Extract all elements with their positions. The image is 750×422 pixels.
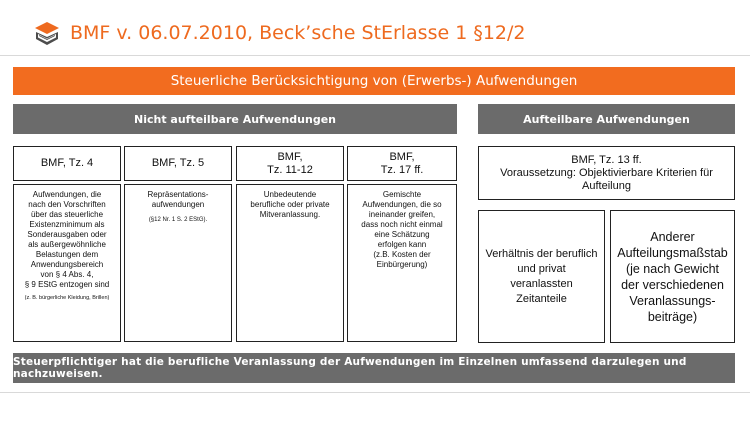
- desc-box-17: [347, 184, 457, 342]
- desc-line: (z.B. Kosten der: [373, 250, 431, 259]
- tz-line: Tz. 17 ff.: [380, 163, 424, 176]
- tz-box-17: [347, 146, 457, 181]
- desc-line: ineinander greifen,: [368, 210, 436, 219]
- tz-line: BMF, Tz. 5: [151, 157, 205, 169]
- desc-box-11-12: [236, 184, 344, 342]
- tz-box-11-12: [236, 146, 344, 181]
- tz-line: Tz. 11-12: [267, 163, 313, 176]
- desc-line: Einbürgerung): [376, 260, 428, 269]
- box-line: (je nach Gewicht: [625, 261, 720, 276]
- desc-line: Unbedeutende: [263, 190, 317, 199]
- desc-line: Anwendungsbereich: [30, 260, 104, 269]
- desc-line: Gemischte: [382, 190, 422, 199]
- time-share-box: [478, 210, 605, 343]
- desc-line: aufwendungen: [151, 200, 205, 209]
- footer-statement: Steuerpflichtiger hat die berufliche Veranlassung der Aufwendungen im Einzelnen umfassend darzulegen und nachzuweisen.: [13, 353, 735, 383]
- box-line: veranlassten: [510, 277, 573, 290]
- desc-line: Aufwendungen, die so: [362, 200, 442, 209]
- desc-line: über das steuerliche: [30, 210, 104, 219]
- box-line: beiträge): [647, 309, 698, 324]
- page-title: BMF v. 06.07.2010, Beck’sche StErlasse 1 §12/2: [70, 22, 526, 44]
- desc-line: eine Schätzung: [374, 230, 430, 239]
- desc-note: (z. B. bürgerliche Kleidung, Brillen): [24, 295, 110, 301]
- desc-line: Mitveranlassung.: [259, 210, 321, 219]
- tz-box-5: [124, 146, 232, 181]
- tz-line: BMF, Tz. 13 ff.: [571, 153, 642, 166]
- desc-line: Belastungen dem: [35, 250, 99, 259]
- non-divisible-heading: Nicht aufteilbare Aufwendungen: [13, 104, 457, 134]
- box-line: Verhältnis der beruflich: [485, 247, 598, 260]
- other-scale-box: [610, 210, 735, 343]
- box-line: und privat: [517, 262, 566, 275]
- box-line: Veranlassungs-: [629, 293, 716, 308]
- desc-line: als außergewöhnliche: [28, 240, 106, 249]
- box-line: Anderer: [650, 229, 695, 244]
- book-icon: [32, 20, 62, 48]
- header-divider: [0, 55, 750, 56]
- desc-line: Repräsentations-: [147, 190, 209, 199]
- desc-line: nach den Vorschriften: [28, 200, 106, 209]
- tz-line: Aufteilung: [582, 179, 631, 192]
- tz-box-13: [478, 146, 735, 200]
- box-line: Aufteilungsmaßstab: [617, 245, 728, 260]
- desc-note: (§12 Nr. 1 S. 2 EStG).: [148, 217, 208, 223]
- tz-box-4: [13, 146, 121, 181]
- desc-line: Aufwendungen, die: [32, 190, 102, 199]
- divisible-heading: Aufteilbare Aufwendungen: [478, 104, 735, 134]
- tz-line: BMF,: [389, 150, 415, 163]
- desc-box-5: [124, 184, 232, 342]
- tz-line: Voraussetzung: Objektivierbare Kriterien für: [500, 166, 713, 179]
- main-banner: Steuerliche Berücksichtigung von (Erwerbs-) Aufwendungen: [13, 67, 735, 95]
- tz-line: BMF, Tz. 4: [40, 157, 94, 169]
- desc-line: von § 4 Abs. 4,: [40, 270, 94, 279]
- desc-box-4: [13, 184, 121, 342]
- desc-line: § 9 EStG entzogen sind: [24, 280, 110, 289]
- footer-divider: [0, 392, 750, 393]
- desc-line: erfolgen kann: [377, 240, 427, 249]
- tz-line: BMF,: [277, 150, 303, 163]
- desc-line: Sonderausgaben oder: [27, 230, 107, 239]
- desc-line: Existenzminimum als: [29, 220, 105, 229]
- desc-line: berufliche oder private: [250, 200, 330, 209]
- desc-line: dass noch nicht einmal: [361, 220, 443, 229]
- box-line: der verschiedenen: [621, 277, 724, 292]
- box-line: Zeitanteile: [516, 292, 567, 305]
